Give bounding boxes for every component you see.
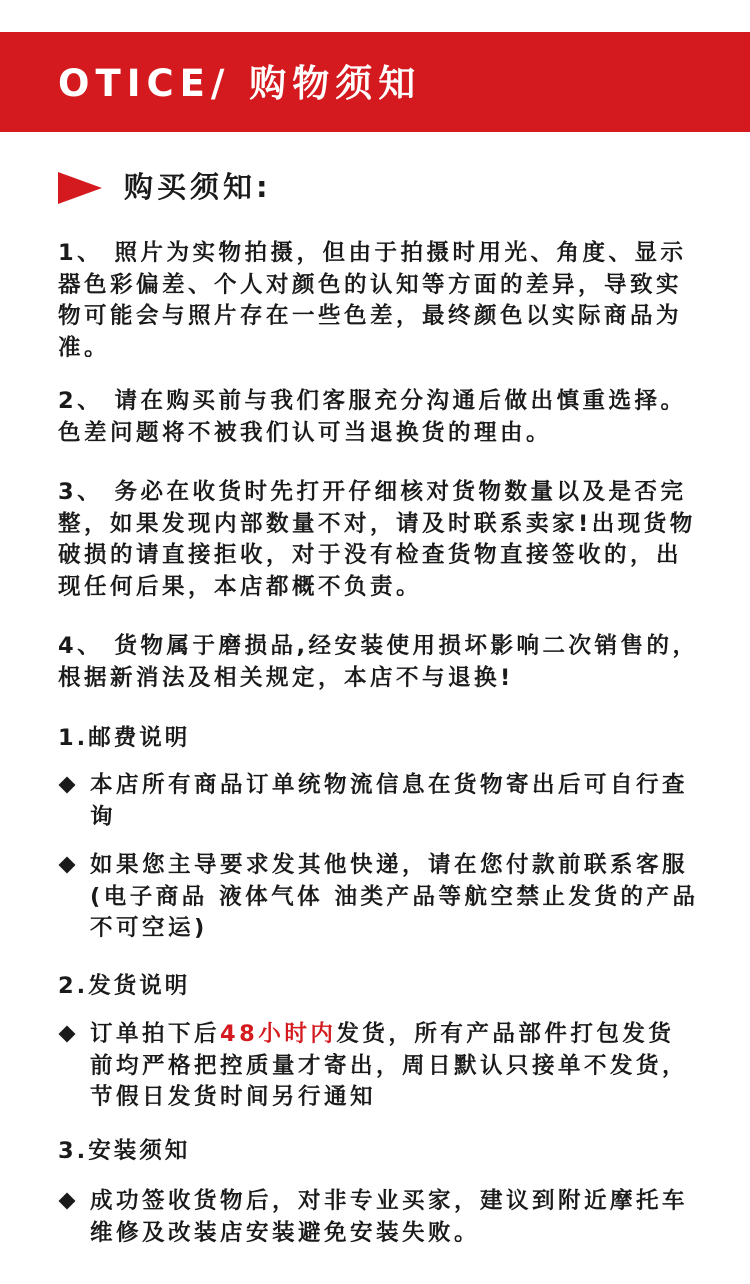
shipping-highlight: 48小时内: [220, 1021, 337, 1047]
triangle-right-icon: [58, 172, 102, 204]
header-banner: [0, 32, 750, 132]
shipping-heading: 2.发货说明: [58, 973, 191, 999]
diamond-icon: [59, 1193, 76, 1210]
shipping-text-pre: 订单拍下后: [90, 1021, 221, 1047]
shipping-text-post: 发货，所有产品部件打包发货前均严格把控质量才寄出，周日默认只接单不发货，节假日发货时间另行通知: [90, 1021, 689, 1110]
postage-heading: 1.邮费说明: [58, 725, 191, 751]
install-bullet-1-text: 成功签收货物后，对非专业买家，建议到附近摩托车维修及改装店安装避免安装失败。: [90, 1188, 689, 1246]
postage-bullet-2-text: 如果您主导要求发其他快递，请在您付款前联系客服(电子商品 液体气体 油类产品等航空禁止发货的产品不可空运): [90, 852, 699, 941]
diamond-icon: [59, 857, 76, 874]
install-heading: 3.安装须知: [58, 1138, 191, 1164]
diamond-icon: [59, 1026, 76, 1043]
shipping-bullet-1-text: [90, 1019, 700, 1114]
banner-title: OTICE/ 购物须知: [58, 62, 422, 105]
postage-bullet-1-text: 本店所有商品订单统物流信息在货物寄出后可自行查询: [90, 772, 689, 830]
notice-item-1: 1、 照片为实物拍摄，但由于拍摄时用光、角度、显示器色彩偏差、个人对颜色的认知等方面的差异，导致实物可能会与照片存在一些色差，最终颜色以实际商品为准。: [58, 240, 687, 361]
notice-item-2: 2、 请在购买前与我们客服充分沟通后做出慎重选择。色差问题将不被我们认可当退换货的理由。: [58, 388, 687, 446]
notice-item-4: 4、 货物属于磨损品,经安装使用损坏影响二次销售的，根据新消法及相关规定，本店不与退换!: [58, 633, 699, 691]
notice-title: 购买须知:: [124, 170, 272, 204]
diamond-icon: [59, 777, 76, 794]
notice-item-3: 3、 务必在收货时先打开仔细核对货物数量以及是否完整，如果发现内部数量不对，请及时联系卖家!出现货物破损的请直接拒收，对于没有检查货物直接签收的，出现任何后果，本店都概不负责。: [58, 479, 696, 600]
